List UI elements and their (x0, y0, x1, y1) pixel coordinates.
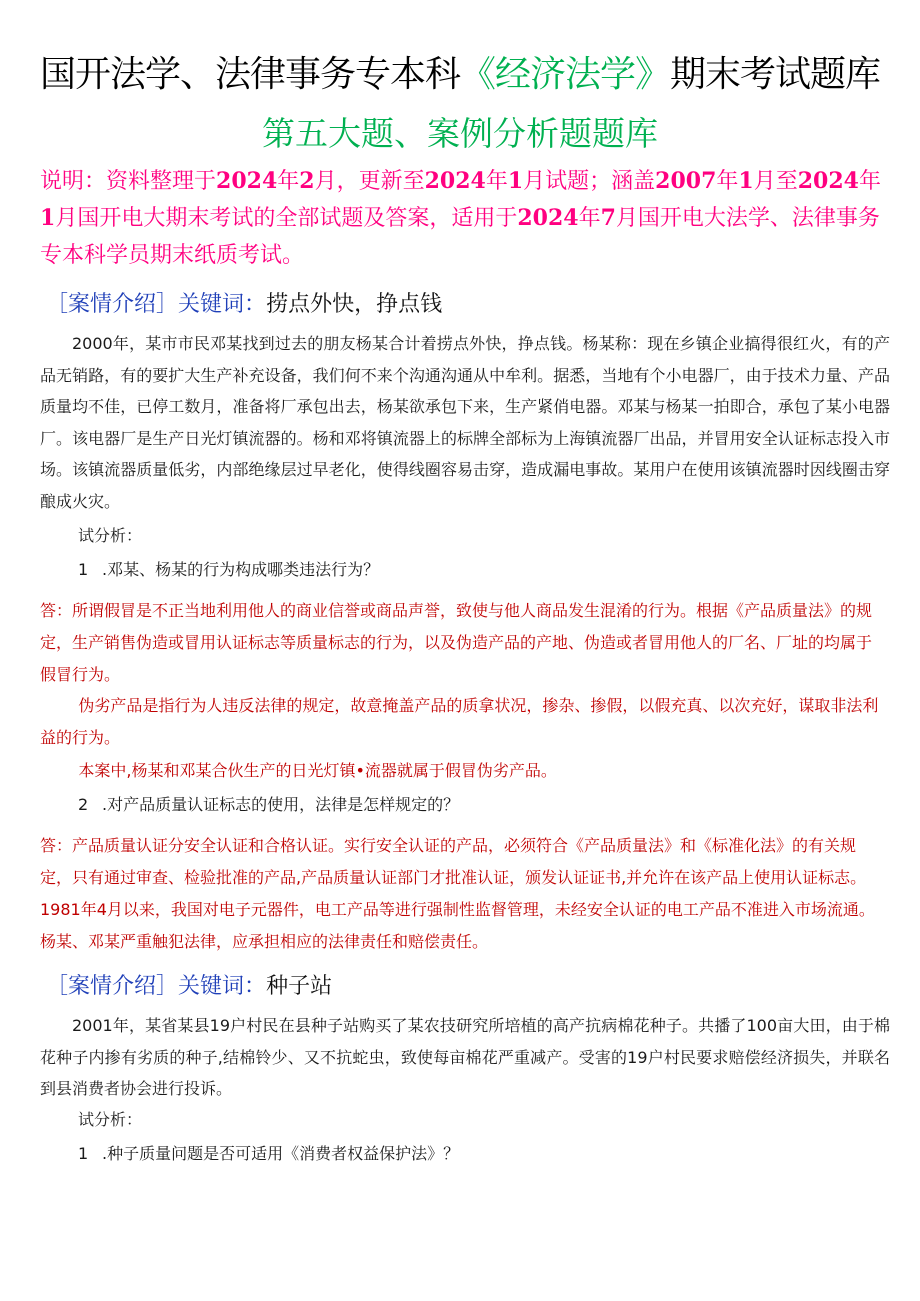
note-text: 说明：资料整理于 (40, 169, 217, 194)
note-number: 7 (600, 205, 616, 231)
note-text: 月至 (753, 169, 798, 194)
note-number: 2024 (424, 168, 486, 194)
question (78, 1139, 459, 1169)
question (78, 790, 459, 820)
note-number: 2024 (797, 168, 859, 194)
note-number: 2007 (655, 168, 717, 194)
question-number: 1 (78, 1144, 89, 1163)
keyword-label: 关键词： (178, 974, 267, 999)
document-subtitle: 第五大题、案例分析题题库 (262, 114, 658, 153)
note-number: 2024 (216, 168, 278, 194)
question-number: 1 (78, 560, 89, 579)
note-text: 年 (485, 169, 508, 194)
question-number: 2 (78, 795, 89, 814)
answer-paragraph: 伪劣产品是指行为人违反法律的规定，故意掩盖产品的质拿状况，掺杂、掺假，以假充真、以次充好，谋取非法利益的行为。 (40, 696, 879, 747)
keyword-text: 种子站 (266, 974, 333, 999)
answer-paragraph: 本案中,杨某和邓某合伙生产的日光灯镇•流器就属于假冒伪劣产品。 (78, 761, 557, 780)
bracket-open: ［ (46, 292, 69, 317)
note-number: 1 (507, 168, 524, 194)
note-number: 1 (738, 168, 754, 194)
bracket-close: ］ (156, 292, 179, 317)
note-text: 年 (578, 206, 601, 231)
bracket-close: ］ (156, 974, 179, 999)
title-part1: 国开法学、法律事务专本科 (39, 54, 460, 95)
question-text: .对产品质量认证标志的使用，法律是怎样规定的？ (102, 795, 460, 814)
case-heading (46, 972, 332, 1002)
question (78, 555, 379, 585)
keyword-text: 捞点外快，挣点钱 (266, 292, 443, 317)
question-text: .邓某、杨某的行为构成哪类违法行为？ (102, 560, 380, 579)
note-text: 月国开电大期末考试的全部试题及答案，适用于 (55, 206, 518, 231)
analysis-label: 试分析： (78, 526, 143, 545)
note-number: 2024 (517, 205, 579, 231)
bracket-open: ［ (46, 974, 69, 999)
note-text: 月试题；涵盖 (523, 169, 656, 194)
case-label: 案情介绍 (68, 292, 157, 317)
note-number: 2 (299, 168, 315, 194)
title-course-name: 《经济法学》 (459, 54, 670, 95)
case-body: 2000年，某市市民邓某找到过去的朋友杨某合计着捞点外快，挣点钱。杨某称：现在乡镇企业搞得很红火，有的产品无销路，有的要扩大生产补充设备，我们何不来个沟通沟通从中牟利。据悉，当地有个小电器厂，由于技术力量、产品质量均不佳，已停工数月，准备将厂承包出去，杨某欲承包下来，生产紧俏电器。邓某与杨某一拍即合，承包了某小电器厂。该电器厂是生产日光灯镇流器的。杨和邓将镇流器上的标牌全部标为上海镇流器厂出品，并冒用安全认证标志投入市场。该镇流器质量低劣，内部绝缘层过早老化，使得线圈容易击穿，造成漏电事故。某用户在使用该镇流器时因线圈击穿酿成火灾。 (40, 334, 890, 511)
case-heading (46, 290, 442, 320)
answer-paragraph: 答：产品质量认证分安全认证和合格认证。实行安全认证的产品，必须符合《产品质量法》和《标准化法》的有关规定，只有通过审查、检验批准的产品,产品质量认证部门才批准认证，颁发认证证书,并允许在该产品上使用认证标志。1981年4月以来，我国对电子元器件，电工产品等进行强制性监督管理，未经安全认证的电工产品不准进入市场流通。杨某、邓某严重触犯法律，应承担相应的法律责任和赔偿责任。 (40, 836, 875, 951)
document-title (0, 52, 920, 98)
note-text: 年 (277, 169, 300, 194)
analysis-label: 试分析： (78, 1110, 143, 1129)
answer-paragraph: 答：所谓假冒是不正当地利用他人的商业信誉或商品声誉，致使与他人商品发生混淆的行为。根据《产品质量法》的规定，生产销售伪造或冒用认证标志等质量标志的行为，以及伪造产品的产地、伪造或者冒用他人的厂名、厂址的均属于假冒行为。 (40, 601, 873, 684)
keyword-label: 关键词： (178, 292, 267, 317)
note-text: 年 (716, 169, 739, 194)
case-body: 2001年，某省某县19户村民在县种子站购买了某农技研究所培植的高产抗病棉花种子。共播了100亩大田，由于棉花种子内掺有劣质的种子,结棉铃少、又不抗蛇虫，致使每亩棉花严重减产。受害的19户村民要求赔偿经济损失，并联名到县消费者协会进行投诉。 (40, 1016, 890, 1098)
case-label: 案情介绍 (68, 974, 157, 999)
note-number: 1 (40, 205, 56, 231)
question-text: .种子质量问题是否可适用《消费者权益保护法》？ (102, 1144, 460, 1163)
note-text: 月国开电大法学、法律事务专本科学员期末纸质考试。 (40, 206, 880, 268)
note-text: 月，更新至 (314, 169, 425, 194)
description-note (40, 163, 890, 274)
note-text: 年 (858, 169, 881, 194)
title-part2: 期末考试题库 (670, 54, 881, 95)
